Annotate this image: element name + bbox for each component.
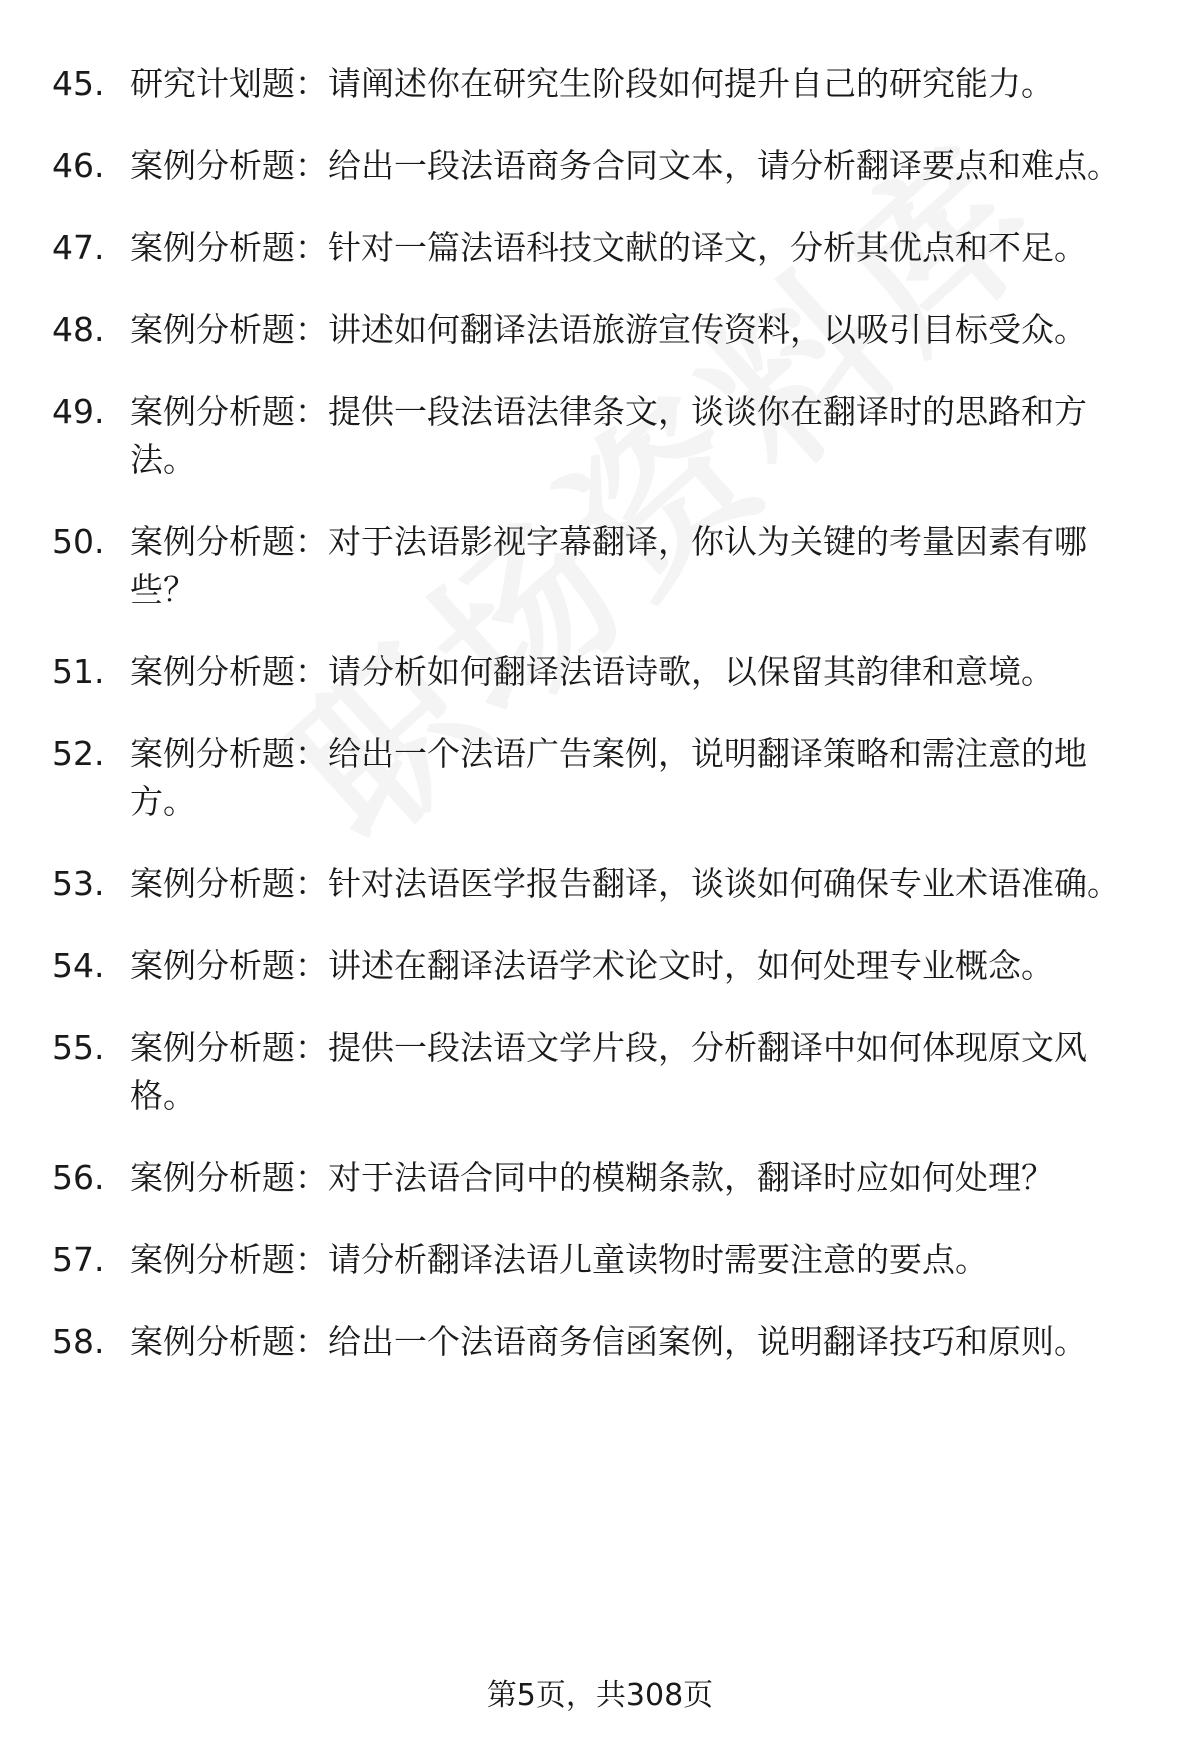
question-number: 54.	[52, 946, 105, 985]
list-item	[52, 730, 1152, 826]
question-text: 请分析如何翻译法语诗歌，以保留其韵律和意境。	[328, 652, 1054, 691]
question-list	[52, 60, 1152, 1400]
question-number: 51.	[52, 652, 105, 691]
question-type: 案例分析题：	[130, 864, 328, 903]
question-body	[128, 1318, 1152, 1366]
question-number: 52.	[52, 734, 105, 773]
list-item	[52, 1318, 1152, 1366]
question-type: 案例分析题：	[130, 522, 328, 561]
question-body	[128, 1154, 1152, 1202]
question-type: 案例分析题：	[130, 946, 328, 985]
question-body	[128, 224, 1152, 272]
question-number: 58.	[52, 1322, 105, 1361]
question-type: 案例分析题：	[130, 1240, 328, 1279]
question-text: 针对法语医学报告翻译，谈谈如何确保专业术语准确。	[328, 864, 1120, 903]
list-item	[52, 142, 1152, 190]
question-text: 对于法语合同中的模糊条款，翻译时应如何处理？	[328, 1158, 1054, 1197]
list-item	[52, 860, 1152, 908]
question-number: 53.	[52, 864, 105, 903]
list-item	[52, 60, 1152, 108]
question-text: 提供一段法语法律条文，谈谈你在翻译时的思路和方法。	[130, 392, 1087, 479]
question-type: 案例分析题：	[130, 310, 328, 349]
question-type: 案例分析题：	[130, 392, 328, 431]
question-number: 48.	[52, 310, 105, 349]
question-body	[128, 730, 1152, 826]
question-body	[128, 648, 1152, 696]
question-text: 讲述如何翻译法语旅游宣传资料，以吸引目标受众。	[328, 310, 1087, 349]
question-body	[128, 518, 1152, 614]
list-item	[52, 388, 1152, 484]
question-text: 对于法语影视字幕翻译，你认为关键的考量因素有哪些？	[130, 522, 1087, 609]
list-item	[52, 1154, 1152, 1202]
list-item	[52, 224, 1152, 272]
question-type: 案例分析题：	[130, 734, 328, 773]
question-body	[128, 1024, 1152, 1120]
list-item	[52, 942, 1152, 990]
list-item	[52, 1024, 1152, 1120]
question-number: 46.	[52, 146, 105, 185]
page-number-footer: 第5页，共308页	[486, 1678, 714, 1713]
question-type: 案例分析题：	[130, 146, 328, 185]
question-type: 案例分析题：	[130, 652, 328, 691]
question-text: 给出一段法语商务合同文本，请分析翻译要点和难点。	[328, 146, 1120, 185]
question-number: 56.	[52, 1158, 105, 1197]
question-body	[128, 60, 1152, 108]
list-item	[52, 1236, 1152, 1284]
question-type: 案例分析题：	[130, 1158, 328, 1197]
question-body	[128, 142, 1152, 190]
question-body	[128, 306, 1152, 354]
question-text: 给出一个法语商务信函案例，说明翻译技巧和原则。	[328, 1322, 1087, 1361]
question-number: 47.	[52, 228, 105, 267]
list-item	[52, 518, 1152, 614]
question-type: 案例分析题：	[130, 1028, 328, 1067]
question-type: 案例分析题：	[130, 1322, 328, 1361]
question-body	[128, 388, 1152, 484]
question-body	[128, 942, 1152, 990]
question-text: 讲述在翻译法语学术论文时，如何处理专业概念。	[328, 946, 1054, 985]
question-type: 案例分析题：	[130, 228, 328, 267]
question-text: 给出一个法语广告案例，说明翻译策略和需注意的地方。	[130, 734, 1087, 821]
question-body	[128, 860, 1152, 908]
question-text: 请阐述你在研究生阶段如何提升自己的研究能力。	[328, 64, 1054, 103]
list-item	[52, 306, 1152, 354]
question-body	[128, 1236, 1152, 1284]
question-number: 57.	[52, 1240, 105, 1279]
question-number: 55.	[52, 1028, 105, 1067]
question-number: 45.	[52, 64, 105, 103]
question-number: 50.	[52, 522, 105, 561]
question-text: 针对一篇法语科技文献的译文，分析其优点和不足。	[328, 228, 1087, 267]
list-item	[52, 648, 1152, 696]
question-text: 提供一段法语文学片段，分析翻译中如何体现原文风格。	[130, 1028, 1087, 1115]
question-number: 49.	[52, 392, 105, 431]
question-type: 研究计划题：	[130, 64, 328, 103]
question-text: 请分析翻译法语儿童读物时需要注意的要点。	[328, 1240, 988, 1279]
